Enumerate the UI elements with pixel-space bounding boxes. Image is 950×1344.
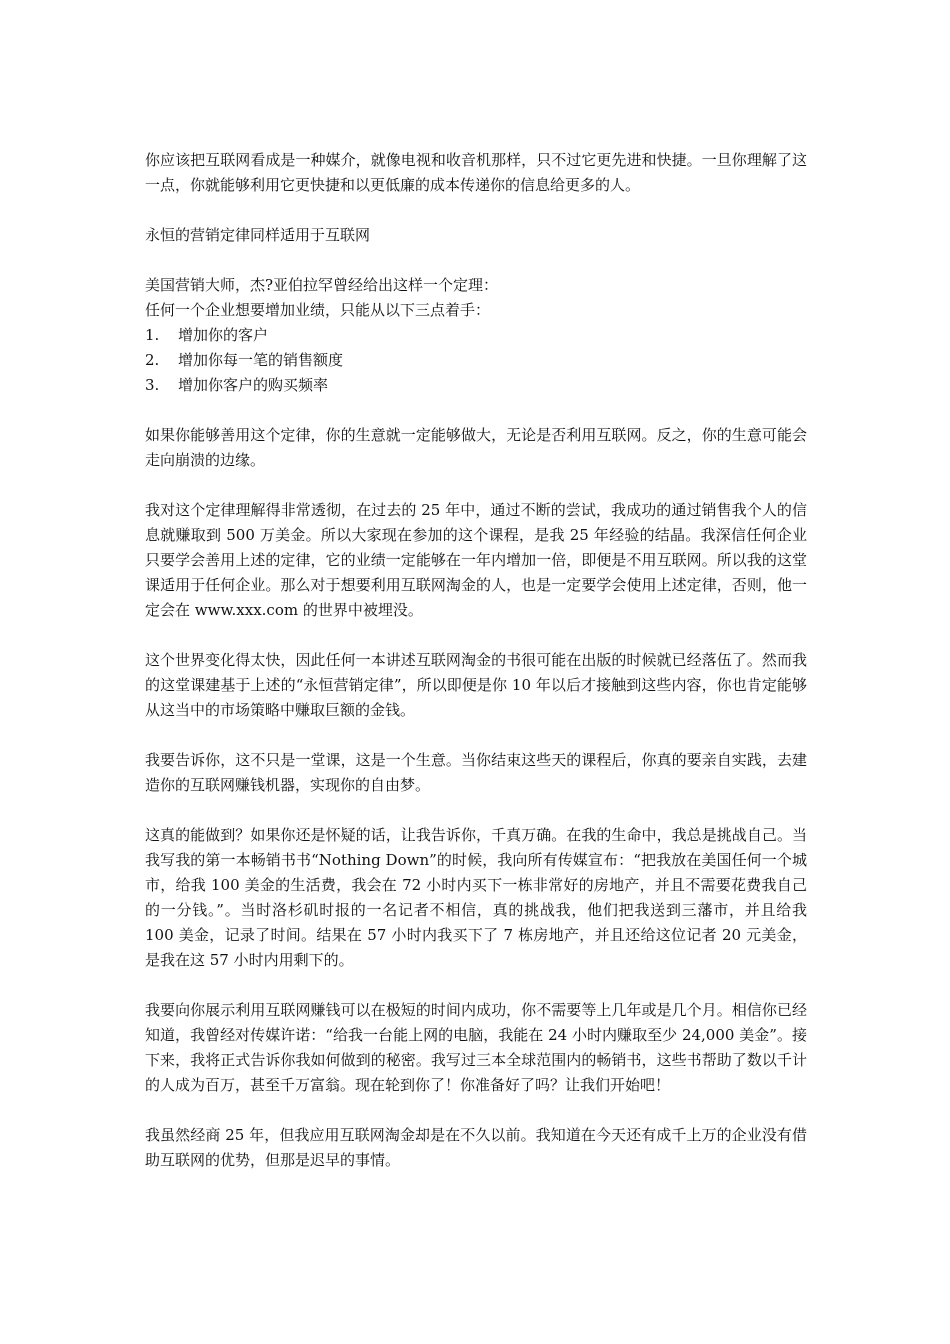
list-text: 增加你每一笔的销售额度: [178, 351, 344, 369]
paragraph-challenge: 这真的能做到？如果你还是怀疑的话，让我告诉你，千真万确。在我的生命中，我总是挑战自己。当我写我的第一本畅销书书“Nothing Down”的时候，我向所有传媒宣布：“把我放在美国任何一个城市，给我 100 美金的生活费，我会在 72 小时内买下一栋非常好的房地产，并且不需要花费我自己的一分钱。”。当时洛杉矶时报的一名记者不相信，真的挑战我，他们把我送到三藩市，并且给我 100 美金，记录了时间。结果在 57 小时内我买下了 7 栋房地产，并且还给这位记者 20 元美金，是我在这 57 小时内用剩下的。: [145, 826, 807, 969]
section-heading: 永恒的营销定律同样适用于互联网: [145, 226, 371, 244]
paragraph-gap: [145, 1098, 807, 1123]
paragraph-gap: [145, 198, 807, 223]
list-number: 1.: [145, 326, 160, 344]
paragraph-gap: [145, 248, 807, 273]
paragraph-law-usage: 如果你能够善用这个定律，你的生意就一定能够做大，无论是否利用互联网。反之，你的生意可能会走向崩溃的边缘。: [145, 426, 807, 469]
paragraph-gap: [145, 398, 807, 423]
paragraph-gap: [145, 973, 807, 998]
paragraph-experience: 我对这个定律理解得非常透彻，在过去的 25 年中，通过不断的尝试，我成功的通过销售我个人的信息就赚取到 500 万美金。所以大家现在参加的这个课程，是我 25 年经验的结晶。我深信任何企业只要学会善用上述的定律，它的业绩一定能够在一年内增加一倍，即便是不用互联网。所以我的这堂课适用于任何企业。那么对于想要利用互联网淘金的人，也是一定要学会使用上述定律，否则，他一定会在 www.xxx.com 的世界中被埋没。: [145, 501, 807, 619]
paragraph-gap: [145, 723, 807, 748]
list-text: 增加你的客户: [178, 326, 269, 344]
list-item: [145, 323, 807, 348]
document-page: [145, 148, 807, 1173]
paragraph-gap: [145, 798, 807, 823]
paragraph-gap: [145, 473, 807, 498]
numbered-list: [145, 323, 807, 398]
paragraph-intro: 你应该把互联网看成是一种媒介，就像电视和收音机那样，只不过它更先进和快捷。一旦你理解了这一点，你就能够利用它更快捷和以更低廉的成本传递你的信息给更多的人。: [145, 151, 807, 194]
paragraph-theorem-intro: 美国营销大师，杰?亚伯拉罕曾经给出这样一个定理：: [145, 276, 499, 294]
list-text: 增加你客户的购买频率: [178, 376, 329, 394]
paragraph-business: 我要告诉你，这不只是一堂课，这是一个生意。当你结束这些天的课程后，你真的要亲自实践，去建造你的互联网赚钱机器，实现你的自由梦。: [145, 751, 807, 794]
list-number: 3.: [145, 376, 160, 394]
paragraph-theorem-statement: 任何一个企业想要增加业绩，只能从以下三点着手：: [145, 301, 491, 319]
list-number: 2.: [145, 351, 160, 369]
paragraph-closing: 我虽然经商 25 年，但我应用互联网淘金却是在不久以前。我知道在今天还有成千上万的企业没有借助互联网的优势，但那是迟早的事情。: [145, 1126, 807, 1169]
paragraph-fast-change: 这个世界变化得太快，因此任何一本讲述互联网淘金的书很可能在出版的时候就已经落伍了。然而我的这堂课建基于上述的“永恒营销定律”，所以即便是你 10 年以后才接触到这些内容，你也肯定能够从这当中的市场策略中赚取巨额的金钱。: [145, 651, 807, 719]
paragraph-gap: [145, 623, 807, 648]
paragraph-promise: 我要向你展示利用互联网赚钱可以在极短的时间内成功，你不需要等上几年或是几个月。相信你已经知道，我曾经对传媒许诺：“给我一台能上网的电脑，我能在 24 小时内赚取至少 24,000 美金”。接下来，我将正式告诉你我如何做到的秘密。我写过三本全球范围内的畅销书，这些书帮助了数以千计的人成为百万，甚至千万富翁。现在轮到你了！你准备好了吗？让我们开始吧！: [145, 1001, 807, 1094]
list-item: [145, 373, 807, 398]
list-item: [145, 348, 807, 373]
